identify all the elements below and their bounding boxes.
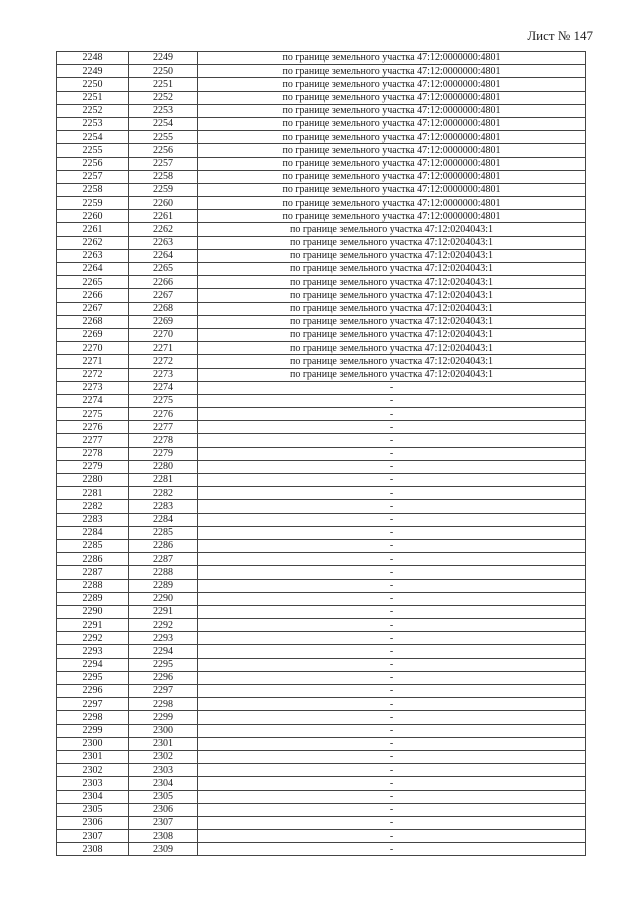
- table-row: [57, 671, 586, 684]
- boundary-description-cell: -: [198, 750, 586, 763]
- point-from-cell: 2281: [57, 487, 129, 500]
- point-from-cell: 2257: [57, 170, 129, 183]
- point-from-cell: 2282: [57, 500, 129, 513]
- table-row: [57, 790, 586, 803]
- boundary-description-cell: -: [198, 843, 586, 856]
- table-row: [57, 223, 586, 236]
- table-row: [57, 342, 586, 355]
- boundary-description-cell: -: [198, 421, 586, 434]
- boundary-description-cell: по границе земельного участка 47:12:0000000:4801: [198, 144, 586, 157]
- point-from-cell: 2291: [57, 619, 129, 632]
- boundary-description-cell: по границе земельного участка 47:12:0204043:1: [198, 236, 586, 249]
- point-from-cell: 2287: [57, 566, 129, 579]
- table-row: [57, 249, 586, 262]
- point-to-cell: 2283: [129, 500, 198, 513]
- table-row: [57, 737, 586, 750]
- point-to-cell: 2299: [129, 711, 198, 724]
- point-from-cell: 2253: [57, 117, 129, 130]
- boundary-description-cell: -: [198, 394, 586, 407]
- table-row: [57, 777, 586, 790]
- boundary-description-cell: -: [198, 579, 586, 592]
- point-from-cell: 2280: [57, 474, 129, 487]
- point-from-cell: 2273: [57, 381, 129, 394]
- boundary-description-cell: -: [198, 711, 586, 724]
- boundary-points-table: [56, 51, 586, 856]
- boundary-description-cell: -: [198, 830, 586, 843]
- point-from-cell: 2296: [57, 685, 129, 698]
- table-row: [57, 197, 586, 210]
- point-to-cell: 2275: [129, 394, 198, 407]
- boundary-description-cell: по границе земельного участка 47:12:0204043:1: [198, 315, 586, 328]
- boundary-description-cell: по границе земельного участка 47:12:0000000:4801: [198, 78, 586, 91]
- table-row: [57, 830, 586, 843]
- point-from-cell: 2254: [57, 131, 129, 144]
- point-to-cell: 2295: [129, 658, 198, 671]
- table-row: [57, 460, 586, 473]
- point-from-cell: 2260: [57, 210, 129, 223]
- point-to-cell: 2292: [129, 619, 198, 632]
- table-row: [57, 78, 586, 91]
- table-row: [57, 724, 586, 737]
- point-from-cell: 2263: [57, 249, 129, 262]
- point-from-cell: 2251: [57, 91, 129, 104]
- point-from-cell: 2248: [57, 52, 129, 65]
- point-to-cell: 2266: [129, 276, 198, 289]
- table-row: [57, 355, 586, 368]
- boundary-description-cell: -: [198, 526, 586, 539]
- sheet-number-label: Лист № 147: [527, 28, 593, 43]
- table-row: [57, 315, 586, 328]
- point-to-cell: 2265: [129, 263, 198, 276]
- point-to-cell: 2305: [129, 790, 198, 803]
- point-from-cell: 2299: [57, 724, 129, 737]
- point-to-cell: 2309: [129, 843, 198, 856]
- table-row: [57, 117, 586, 130]
- point-from-cell: 2300: [57, 737, 129, 750]
- boundary-description-cell: по границе земельного участка 47:12:0000000:4801: [198, 210, 586, 223]
- boundary-description-cell: -: [198, 434, 586, 447]
- point-to-cell: 2307: [129, 816, 198, 829]
- point-to-cell: 2261: [129, 210, 198, 223]
- point-from-cell: 2268: [57, 315, 129, 328]
- point-to-cell: 2296: [129, 671, 198, 684]
- point-from-cell: 2275: [57, 408, 129, 421]
- table-row: [57, 91, 586, 104]
- table-row: [57, 52, 586, 65]
- point-to-cell: 2252: [129, 91, 198, 104]
- boundary-description-cell: по границе земельного участка 47:12:0000000:4801: [198, 104, 586, 117]
- boundary-description-cell: -: [198, 777, 586, 790]
- point-from-cell: 2276: [57, 421, 129, 434]
- point-to-cell: 2263: [129, 236, 198, 249]
- table-row: [57, 711, 586, 724]
- point-to-cell: 2271: [129, 342, 198, 355]
- point-to-cell: 2302: [129, 750, 198, 763]
- point-to-cell: 2272: [129, 355, 198, 368]
- boundary-description-cell: -: [198, 724, 586, 737]
- point-to-cell: 2270: [129, 328, 198, 341]
- boundary-description-cell: по границе земельного участка 47:12:0000000:4801: [198, 117, 586, 130]
- table-row: [57, 526, 586, 539]
- table-body: [57, 52, 586, 856]
- point-to-cell: 2273: [129, 368, 198, 381]
- point-from-cell: 2302: [57, 764, 129, 777]
- point-from-cell: 2295: [57, 671, 129, 684]
- boundary-description-cell: по границе земельного участка 47:12:0204043:1: [198, 249, 586, 262]
- table-row: [57, 210, 586, 223]
- point-to-cell: 2262: [129, 223, 198, 236]
- point-from-cell: 2290: [57, 605, 129, 618]
- table-row: [57, 579, 586, 592]
- boundary-description-cell: по границе земельного участка 47:12:0000000:4801: [198, 183, 586, 196]
- point-from-cell: 2256: [57, 157, 129, 170]
- boundary-description-cell: -: [198, 381, 586, 394]
- point-from-cell: 2292: [57, 632, 129, 645]
- point-to-cell: 2287: [129, 553, 198, 566]
- table-row: [57, 658, 586, 671]
- point-to-cell: 2298: [129, 698, 198, 711]
- boundary-description-cell: -: [198, 619, 586, 632]
- table-row: [57, 816, 586, 829]
- table-row: [57, 513, 586, 526]
- point-to-cell: 2303: [129, 764, 198, 777]
- point-from-cell: 2303: [57, 777, 129, 790]
- table-row: [57, 632, 586, 645]
- point-to-cell: 2258: [129, 170, 198, 183]
- boundary-description-cell: -: [198, 487, 586, 500]
- boundary-description-cell: по границе земельного участка 47:12:0000000:4801: [198, 131, 586, 144]
- boundary-description-cell: -: [198, 408, 586, 421]
- boundary-description-cell: по границе земельного участка 47:12:0204043:1: [198, 368, 586, 381]
- boundary-description-cell: -: [198, 605, 586, 618]
- table-row: [57, 539, 586, 552]
- point-to-cell: 2280: [129, 460, 198, 473]
- boundary-description-cell: -: [198, 460, 586, 473]
- boundary-description-cell: -: [198, 764, 586, 777]
- boundary-description-cell: -: [198, 553, 586, 566]
- point-from-cell: 2307: [57, 830, 129, 843]
- point-from-cell: 2249: [57, 65, 129, 78]
- table-row: [57, 566, 586, 579]
- table-row: [57, 553, 586, 566]
- table-row: [57, 605, 586, 618]
- boundary-description-cell: -: [198, 539, 586, 552]
- table-row: [57, 302, 586, 315]
- point-to-cell: 2276: [129, 408, 198, 421]
- point-from-cell: 2265: [57, 276, 129, 289]
- boundary-description-cell: по границе земельного участка 47:12:0204043:1: [198, 302, 586, 315]
- table-row: [57, 447, 586, 460]
- point-from-cell: 2279: [57, 460, 129, 473]
- boundary-description-cell: -: [198, 737, 586, 750]
- boundary-description-cell: -: [198, 447, 586, 460]
- point-to-cell: 2267: [129, 289, 198, 302]
- point-from-cell: 2306: [57, 816, 129, 829]
- point-to-cell: 2269: [129, 315, 198, 328]
- boundary-description-cell: -: [198, 816, 586, 829]
- boundary-description-cell: -: [198, 790, 586, 803]
- boundary-description-cell: -: [198, 592, 586, 605]
- point-to-cell: 2268: [129, 302, 198, 315]
- table-row: [57, 394, 586, 407]
- point-to-cell: 2289: [129, 579, 198, 592]
- point-from-cell: 2271: [57, 355, 129, 368]
- boundary-description-cell: -: [198, 685, 586, 698]
- table-row: [57, 276, 586, 289]
- point-to-cell: 2281: [129, 474, 198, 487]
- point-to-cell: 2251: [129, 78, 198, 91]
- point-to-cell: 2250: [129, 65, 198, 78]
- point-to-cell: 2284: [129, 513, 198, 526]
- point-to-cell: 2256: [129, 144, 198, 157]
- table-row: [57, 144, 586, 157]
- point-from-cell: 2308: [57, 843, 129, 856]
- point-from-cell: 2269: [57, 328, 129, 341]
- table-row: [57, 619, 586, 632]
- boundary-description-cell: -: [198, 671, 586, 684]
- point-to-cell: 2304: [129, 777, 198, 790]
- point-to-cell: 2293: [129, 632, 198, 645]
- point-from-cell: 2266: [57, 289, 129, 302]
- point-from-cell: 2272: [57, 368, 129, 381]
- point-from-cell: 2250: [57, 78, 129, 91]
- point-from-cell: 2258: [57, 183, 129, 196]
- point-to-cell: 2285: [129, 526, 198, 539]
- table-row: [57, 685, 586, 698]
- point-to-cell: 2300: [129, 724, 198, 737]
- table-row: [57, 65, 586, 78]
- boundary-description-cell: по границе земельного участка 47:12:0000000:4801: [198, 65, 586, 78]
- point-to-cell: 2264: [129, 249, 198, 262]
- point-to-cell: 2277: [129, 421, 198, 434]
- point-to-cell: 2278: [129, 434, 198, 447]
- point-to-cell: 2249: [129, 52, 198, 65]
- point-from-cell: 2262: [57, 236, 129, 249]
- table-row: [57, 368, 586, 381]
- boundary-description-cell: -: [198, 474, 586, 487]
- boundary-description-cell: по границе земельного участка 47:12:0000000:4801: [198, 197, 586, 210]
- table-row: [57, 764, 586, 777]
- point-from-cell: 2285: [57, 539, 129, 552]
- point-from-cell: 2288: [57, 579, 129, 592]
- point-to-cell: 2259: [129, 183, 198, 196]
- table-row: [57, 381, 586, 394]
- table-row: [57, 803, 586, 816]
- point-from-cell: 2297: [57, 698, 129, 711]
- table-row: [57, 421, 586, 434]
- table-row: [57, 328, 586, 341]
- point-from-cell: 2294: [57, 658, 129, 671]
- table-row: [57, 434, 586, 447]
- point-to-cell: 2274: [129, 381, 198, 394]
- point-from-cell: 2304: [57, 790, 129, 803]
- point-from-cell: 2259: [57, 197, 129, 210]
- point-from-cell: 2293: [57, 645, 129, 658]
- boundary-description-cell: -: [198, 513, 586, 526]
- point-to-cell: 2288: [129, 566, 198, 579]
- table-row: [57, 592, 586, 605]
- boundary-description-cell: по границе земельного участка 47:12:0000000:4801: [198, 52, 586, 65]
- table-row: [57, 183, 586, 196]
- point-to-cell: 2260: [129, 197, 198, 210]
- boundary-description-cell: по границе земельного участка 47:12:0204043:1: [198, 342, 586, 355]
- boundary-description-cell: по границе земельного участка 47:12:0000000:4801: [198, 157, 586, 170]
- boundary-description-cell: по границе земельного участка 47:12:0000000:4801: [198, 91, 586, 104]
- boundary-description-cell: -: [198, 658, 586, 671]
- boundary-description-cell: по границе земельного участка 47:12:0204043:1: [198, 289, 586, 302]
- point-from-cell: 2261: [57, 223, 129, 236]
- point-to-cell: 2282: [129, 487, 198, 500]
- boundary-description-cell: по границе земельного участка 47:12:0204043:1: [198, 223, 586, 236]
- table-row: [57, 408, 586, 421]
- table-row: [57, 645, 586, 658]
- table-row: [57, 236, 586, 249]
- point-from-cell: 2286: [57, 553, 129, 566]
- boundary-description-cell: -: [198, 500, 586, 513]
- table-row: [57, 131, 586, 144]
- table-row: [57, 487, 586, 500]
- table-row: [57, 263, 586, 276]
- boundary-description-cell: по границе земельного участка 47:12:0204043:1: [198, 328, 586, 341]
- boundary-description-cell: -: [198, 632, 586, 645]
- point-to-cell: 2308: [129, 830, 198, 843]
- point-from-cell: 2289: [57, 592, 129, 605]
- point-to-cell: 2306: [129, 803, 198, 816]
- table-row: [57, 157, 586, 170]
- boundary-description-cell: -: [198, 645, 586, 658]
- point-from-cell: 2267: [57, 302, 129, 315]
- boundary-description-cell: -: [198, 803, 586, 816]
- boundary-description-cell: по границе земельного участка 47:12:0204043:1: [198, 355, 586, 368]
- point-to-cell: 2257: [129, 157, 198, 170]
- table-row: [57, 170, 586, 183]
- point-from-cell: 2301: [57, 750, 129, 763]
- point-from-cell: 2270: [57, 342, 129, 355]
- boundary-description-cell: -: [198, 566, 586, 579]
- point-to-cell: 2291: [129, 605, 198, 618]
- table-row: [57, 500, 586, 513]
- point-from-cell: 2264: [57, 263, 129, 276]
- table-row: [57, 843, 586, 856]
- point-from-cell: 2277: [57, 434, 129, 447]
- point-from-cell: 2278: [57, 447, 129, 460]
- point-from-cell: 2274: [57, 394, 129, 407]
- point-from-cell: 2255: [57, 144, 129, 157]
- point-to-cell: 2253: [129, 104, 198, 117]
- boundary-description-cell: по границе земельного участка 47:12:0000000:4801: [198, 170, 586, 183]
- boundary-description-cell: по границе земельного участка 47:12:0204043:1: [198, 276, 586, 289]
- point-from-cell: 2283: [57, 513, 129, 526]
- point-from-cell: 2284: [57, 526, 129, 539]
- boundary-description-cell: -: [198, 698, 586, 711]
- point-from-cell: 2298: [57, 711, 129, 724]
- table-row: [57, 104, 586, 117]
- point-to-cell: 2290: [129, 592, 198, 605]
- point-from-cell: 2305: [57, 803, 129, 816]
- point-to-cell: 2279: [129, 447, 198, 460]
- point-to-cell: 2297: [129, 685, 198, 698]
- table-row: [57, 698, 586, 711]
- table-row: [57, 750, 586, 763]
- table-row: [57, 289, 586, 302]
- point-to-cell: 2254: [129, 117, 198, 130]
- table-row: [57, 474, 586, 487]
- point-to-cell: 2255: [129, 131, 198, 144]
- point-to-cell: 2301: [129, 737, 198, 750]
- boundary-description-cell: по границе земельного участка 47:12:0204043:1: [198, 263, 586, 276]
- point-to-cell: 2294: [129, 645, 198, 658]
- point-from-cell: 2252: [57, 104, 129, 117]
- point-to-cell: 2286: [129, 539, 198, 552]
